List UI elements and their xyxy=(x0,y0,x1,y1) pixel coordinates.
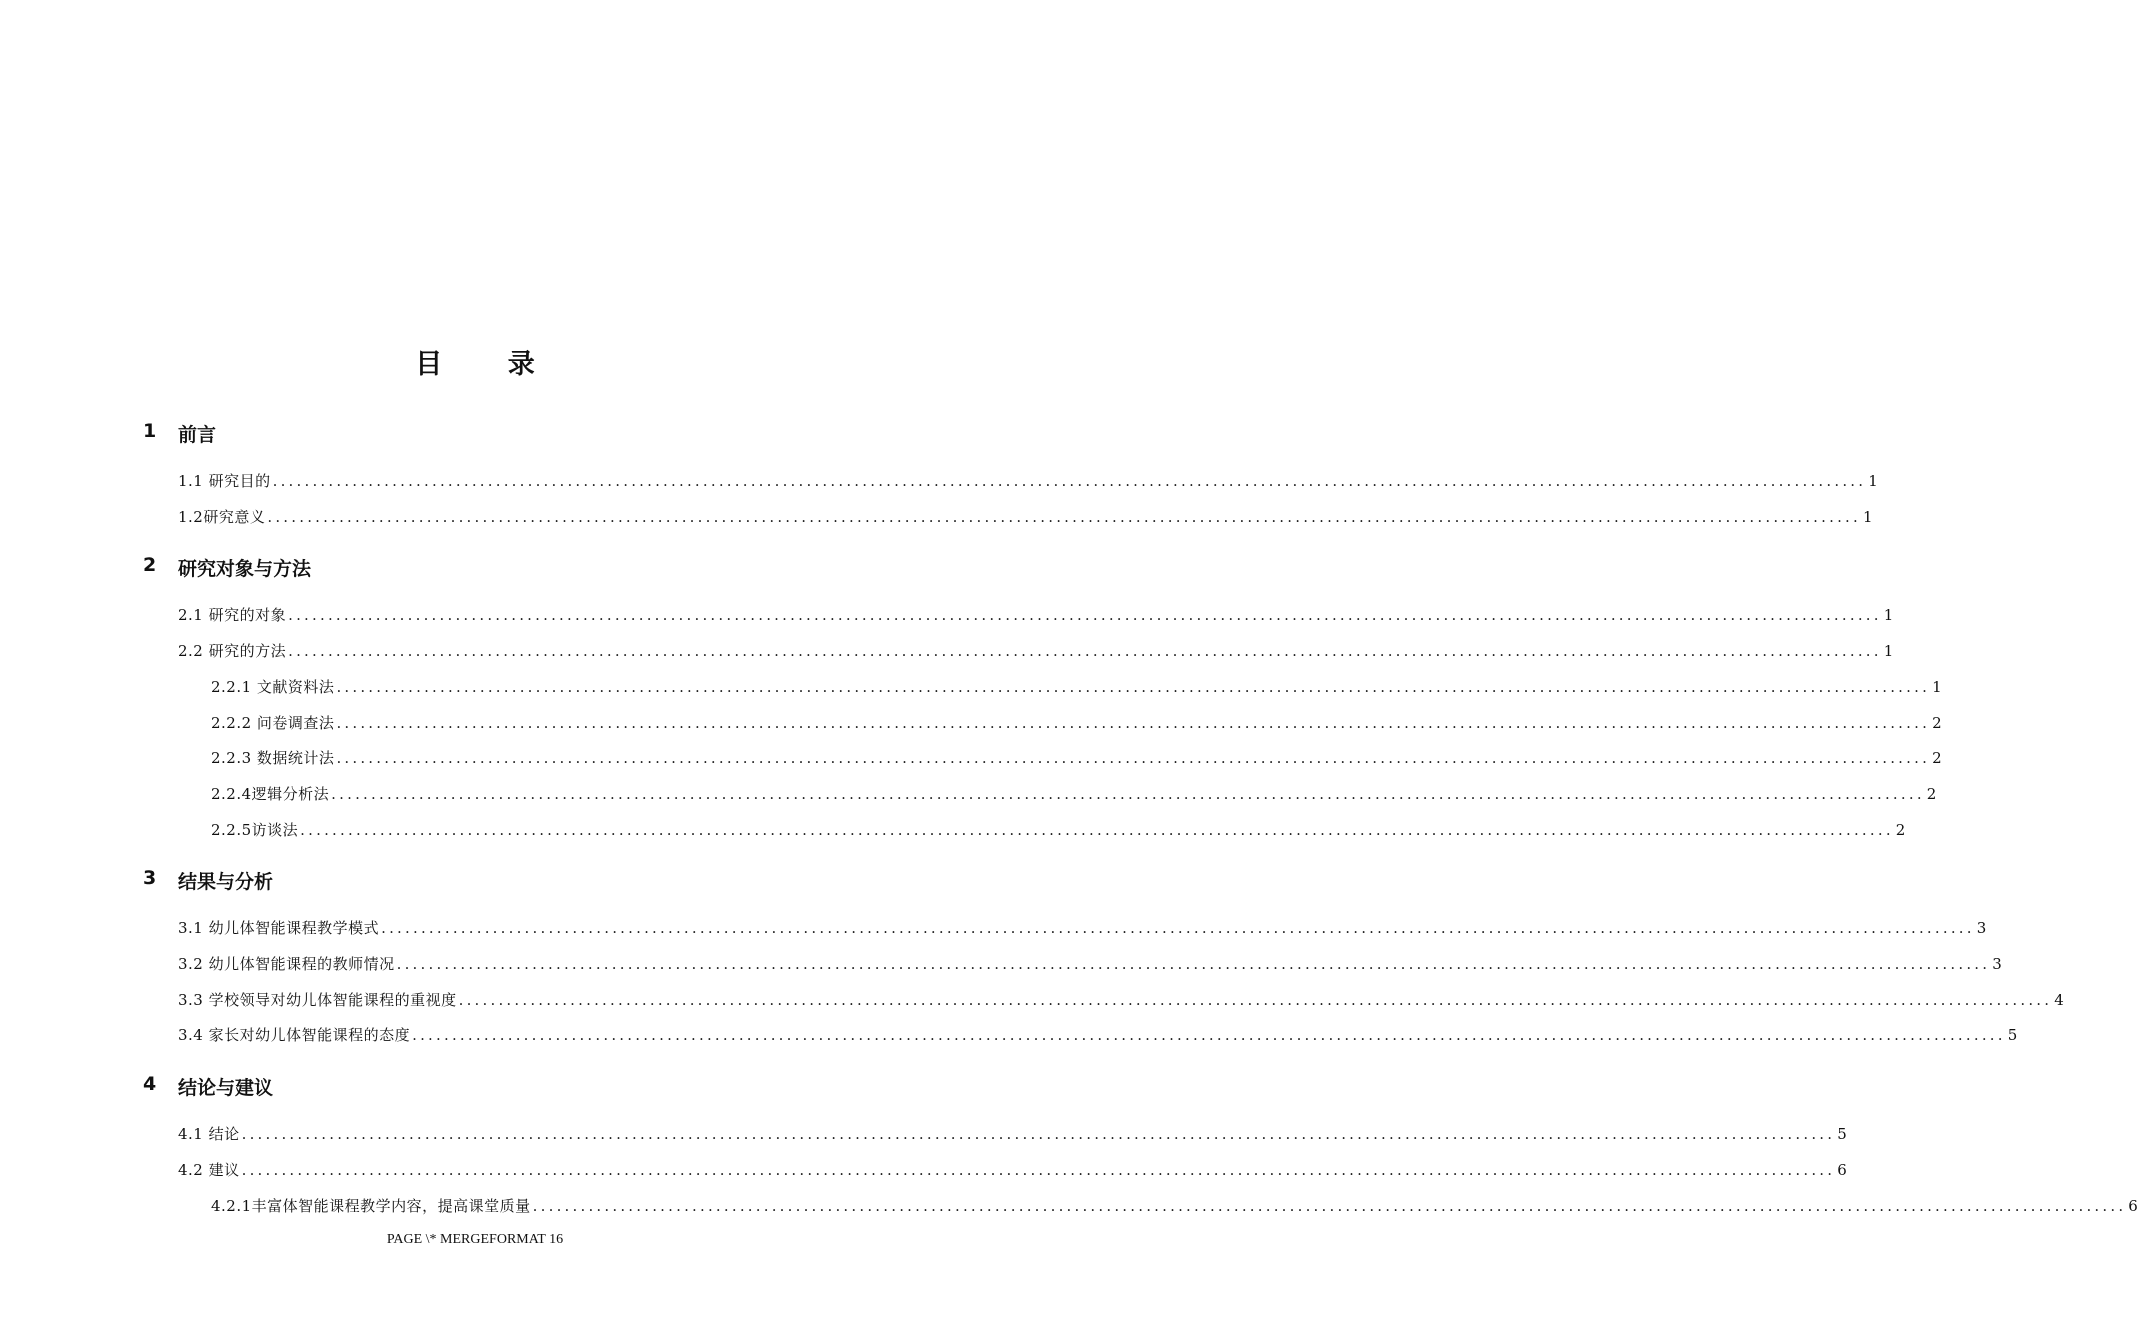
toc-entry[interactable] xyxy=(178,604,1894,626)
dot-leader: ........................................................................................................................................................................................................ xyxy=(300,821,1894,839)
toc-entry-label: 3.4 家长对幼儿体智能课程的态度 xyxy=(178,1026,411,1044)
section-title: 结论与建议 xyxy=(178,1077,274,1099)
toc-entry-page: 2 xyxy=(1932,749,1942,767)
section-title: 研究对象与方法 xyxy=(178,558,312,580)
toc-entry-label: 2.2.5访谈法 xyxy=(211,821,299,839)
section-title: 结果与分析 xyxy=(178,871,274,893)
dot-leader: ........................................................................................................................................................................................................ xyxy=(241,1125,1836,1143)
toc-entry-page: 1 xyxy=(1868,472,1878,490)
dot-leader: ........................................................................................................................................................................................................ xyxy=(458,991,2053,1009)
page-footer-field: PAGE \* MERGEFORMAT 16 xyxy=(386,1232,564,1247)
toc-entry[interactable] xyxy=(211,819,1906,841)
toc-entry[interactable] xyxy=(178,1024,2018,1046)
toc-entry-page: 3 xyxy=(1976,919,1987,937)
toc-entry[interactable] xyxy=(178,917,1987,939)
toc-entry-label: 4.1 结论 xyxy=(178,1125,240,1143)
toc-entry-page: 2 xyxy=(1932,714,1942,732)
toc-title: 目 录 xyxy=(415,349,563,380)
toc-entry[interactable] xyxy=(211,676,1942,698)
section-number: 1 xyxy=(143,420,157,442)
section-number: 4 xyxy=(143,1073,157,1095)
toc-entry-page: 4 xyxy=(2054,991,2064,1009)
toc-entry-page: 6 xyxy=(1837,1161,1847,1179)
toc-entry-page: 5 xyxy=(2007,1026,2018,1044)
toc-entry[interactable] xyxy=(178,1159,1847,1181)
toc-entry-label: 2.1 研究的对象 xyxy=(178,606,287,624)
dot-leader: ........................................................................................................................................................................................................ xyxy=(336,749,1931,767)
toc-entry-label: 3.2 幼儿体智能课程的教师情况 xyxy=(178,955,395,973)
toc-entry-label: 4.2 建议 xyxy=(178,1161,240,1179)
dot-leader: ........................................................................................................................................................................................................ xyxy=(396,955,1991,973)
toc-entry-page: 1 xyxy=(1932,678,1942,696)
dot-leader: ........................................................................................................................................................................................................ xyxy=(288,606,1882,624)
toc-section-1 xyxy=(143,420,216,447)
toc-entry[interactable] xyxy=(211,783,1937,805)
toc-entry-page: 2 xyxy=(1926,785,1937,803)
toc-entry-label: 1.2研究意义 xyxy=(178,508,266,526)
toc-entry[interactable] xyxy=(211,712,1942,734)
section-title: 前言 xyxy=(178,424,217,446)
toc-entry-page: 5 xyxy=(1837,1125,1847,1143)
toc-entry[interactable] xyxy=(178,506,1873,528)
toc-entry[interactable] xyxy=(178,640,1894,662)
toc-entry-page: 1 xyxy=(1883,642,1894,660)
toc-entry[interactable] xyxy=(178,470,1878,492)
dot-leader: ........................................................................................................................................................................................................ xyxy=(267,508,1861,526)
toc-entry-page: 3 xyxy=(1992,955,2002,973)
toc-entry-page: 1 xyxy=(1883,606,1894,624)
toc-entry-page: 1 xyxy=(1862,508,1873,526)
toc-section-4 xyxy=(143,1073,273,1100)
dot-leader: ........................................................................................................................................................................................................ xyxy=(288,642,1882,660)
toc-entry-label: 3.3 学校领导对幼儿体智能课程的重视度 xyxy=(178,991,457,1009)
toc-entry-label: 4.2.1丰富体智能课程教学内容，提高课堂质量 xyxy=(211,1197,531,1215)
dot-leader: ........................................................................................................................................................................................................ xyxy=(412,1026,2006,1044)
toc-section-3 xyxy=(143,867,273,894)
toc-entry[interactable] xyxy=(211,747,1942,769)
toc-entry-label: 2.2.4逻辑分析法 xyxy=(211,785,330,803)
dot-leader: ........................................................................................................................................................................................................ xyxy=(331,785,1925,803)
dot-leader: ........................................................................................................................................................................................................ xyxy=(532,1197,2127,1215)
toc-entry[interactable] xyxy=(178,1123,1847,1145)
section-number: 3 xyxy=(143,867,157,889)
dot-leader: ........................................................................................................................................................................................................ xyxy=(336,678,1931,696)
dot-leader: ........................................................................................................................................................................................................ xyxy=(241,1161,1836,1179)
toc-entry[interactable] xyxy=(211,1195,2138,1217)
section-number: 2 xyxy=(143,554,157,576)
toc-entry[interactable] xyxy=(178,953,2002,975)
toc-section-2 xyxy=(143,554,311,581)
toc-entry[interactable] xyxy=(178,989,2064,1011)
dot-leader: ........................................................................................................................................................................................................ xyxy=(272,472,1867,490)
dot-leader: ........................................................................................................................................................................................................ xyxy=(336,714,1931,732)
toc-entry-label: 3.1 幼儿体智能课程教学模式 xyxy=(178,919,380,937)
toc-entry-label: 1.1 研究目的 xyxy=(178,472,271,490)
toc-entry-page: 6 xyxy=(2128,1197,2138,1215)
dot-leader: ........................................................................................................................................................................................................ xyxy=(381,919,1975,937)
toc-entry-label: 2.2.1 文献资料法 xyxy=(211,678,335,696)
toc-entry-label: 2.2 研究的方法 xyxy=(178,642,287,660)
toc-entry-label: 2.2.2 问卷调查法 xyxy=(211,714,335,732)
toc-entry-page: 2 xyxy=(1895,821,1906,839)
toc-entry-label: 2.2.3 数据统计法 xyxy=(211,749,335,767)
